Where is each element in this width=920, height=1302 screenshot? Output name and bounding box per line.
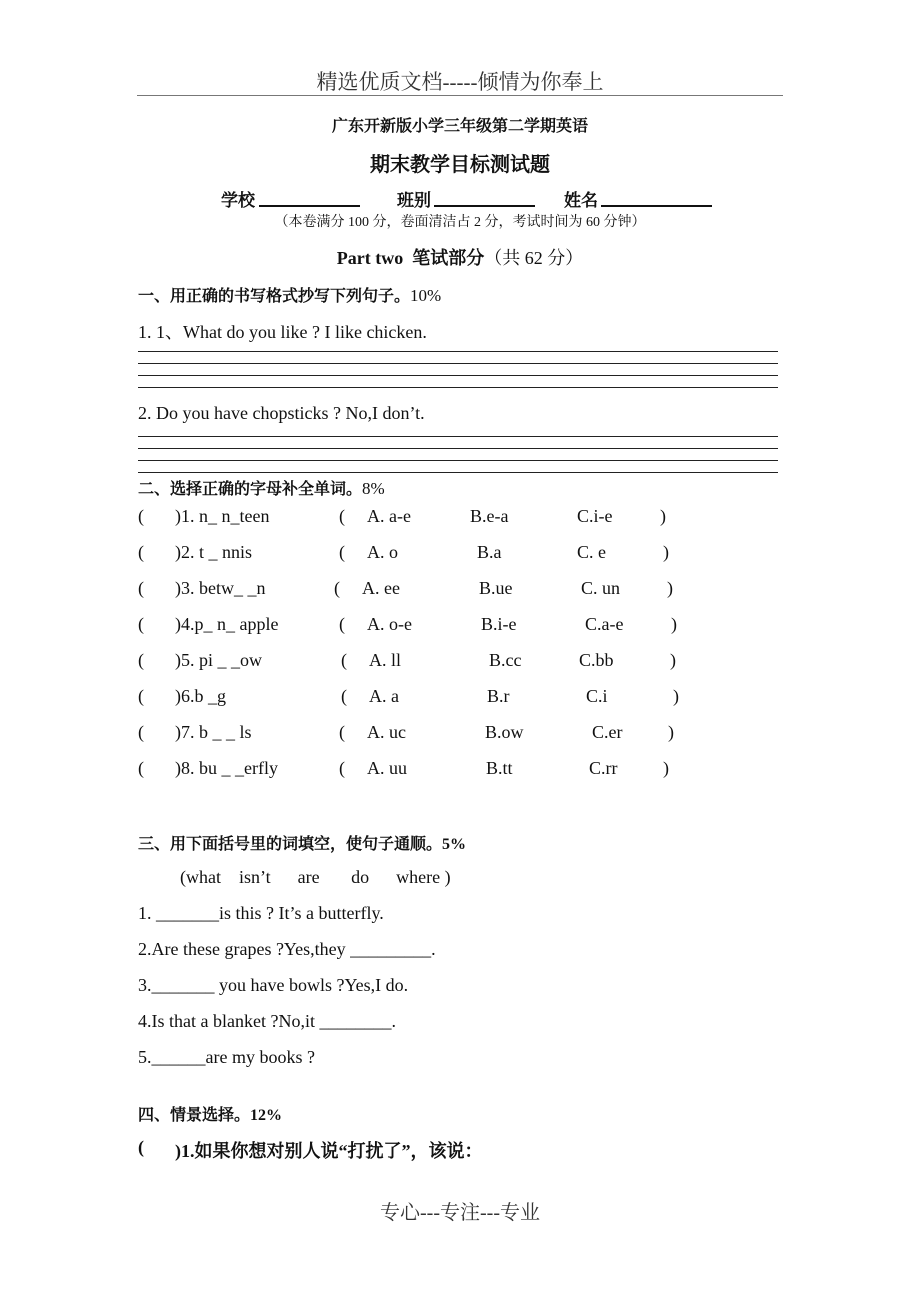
answer-paren[interactable]: ( [138,506,144,526]
option-b: B.cc [489,650,522,670]
option-open: ( [341,686,347,706]
exam-title-line1: 广东开新版小学三年级第二学期英语 [331,118,588,135]
option-c: C.rr [589,758,618,778]
question-text: )3. betw_ _n [175,578,266,598]
section1-title-text: 一、用正确的书写格式抄写下列句子。 [138,288,411,305]
question-text: )2. t _ nnis [175,542,253,562]
answer-paren[interactable]: ( [138,686,144,706]
class-label: 班别 [397,191,431,210]
option-close: ) [667,578,673,598]
class-blank [434,205,535,207]
option-b: B.r [487,686,510,706]
answer-paren[interactable]: ( [138,1137,144,1157]
option-a: A. a [369,686,399,706]
fill-item-3: 3._______ you have bowls ?Yes,I do. [138,975,409,995]
option-c: C.i-e [577,506,613,526]
option-b: B.ue [479,578,513,598]
option-open: ( [339,506,345,526]
section1-item-1: 1. 1、What do you like ? I like chicken. [138,322,427,342]
part-bold: Part two 笔试部分 [336,248,485,268]
option-a: A. o-e [367,614,412,634]
writing-line [138,351,778,352]
option-c: C.a-e [585,614,624,634]
question-text: )8. bu _ _erfly [175,758,278,778]
answer-paren[interactable]: ( [138,542,144,562]
option-open: ( [339,614,345,634]
writing-line [138,448,778,449]
option-c: C.er [592,722,623,742]
option-a: A. o [367,542,398,562]
option-close: ) [673,686,679,706]
option-c: C. e [577,542,606,562]
option-b: B.tt [486,758,513,778]
option-b: B.e-a [470,506,509,526]
header-divider [137,95,783,96]
name-blank [601,205,712,207]
fill-item-2: 2.Are these grapes ?Yes,they _________. [138,939,436,959]
section3-title-text: 三、用下面括号里的词填空，使句子通顺。 [138,836,443,853]
fill-item-1: 1. _______is this ? It’s a butterfly. [138,903,384,923]
section3-pct: 5% [442,836,467,853]
writing-line [138,472,778,473]
option-a: A. uu [367,758,407,778]
option-b: B.i-e [481,614,517,634]
answer-paren[interactable]: ( [138,758,144,778]
section2-title [138,476,385,499]
option-open: ( [339,758,345,778]
question-text: )5. pi _ _ow [175,650,262,670]
option-open: ( [339,542,345,562]
section2-pct: 8% [362,479,385,498]
school-blank [259,205,360,207]
question-text: )1. n_ n_teen [175,506,270,526]
exam-title-line2: 期末教学目标测试题 [370,154,550,176]
option-close: ) [668,722,674,742]
option-open: ( [341,650,347,670]
exam-note: （本卷满分 100 分，卷面清洁占 2 分，考试时间为 60 分钟） [274,215,646,230]
page-header: 精选优质文档-----倾情为你奉上 [316,70,604,94]
writing-line [138,387,778,388]
option-close: ) [671,614,677,634]
section4-title [138,1102,282,1125]
answer-paren[interactable]: ( [138,614,144,634]
school-label: 学校 [221,191,255,210]
section2-title-text: 二、选择正确的字母补全单词。 [138,481,363,498]
option-c: C.bb [579,650,614,670]
writing-line [138,460,778,461]
answer-paren[interactable]: ( [138,722,144,742]
option-close: ) [670,650,676,670]
option-open: ( [334,578,340,598]
fill-item-5: 5.______are my books ? [138,1047,315,1067]
option-a: A. ll [369,650,402,670]
writing-line [138,436,778,437]
writing-line [138,375,778,376]
section1-item-2: 2. Do you have chopsticks ? No,I don’t. [138,403,425,423]
situation-question: )1.如果你想对别人说“打扰了”，该说： [175,1141,483,1161]
option-close: ) [663,542,669,562]
page-footer: 专心---专注---专业 [380,1202,540,1224]
section1-title [138,283,441,306]
option-open: ( [339,722,345,742]
option-c: C.i [586,686,608,706]
writing-line [138,363,778,364]
question-text: )6.b _g [175,686,226,706]
question-text: )4.p_ n_ apple [175,614,279,634]
option-b: B.ow [485,722,524,742]
option-a: A. ee [362,578,400,598]
word-bank: (what isn’t are do where ) [180,867,451,887]
section4-pct: 12% [250,1107,283,1124]
option-c: C. un [581,578,621,598]
option-a: A. a-e [367,506,411,526]
answer-paren[interactable]: ( [138,578,144,598]
option-close: ) [663,758,669,778]
answer-paren[interactable]: ( [138,650,144,670]
fill-item-4: 4.Is that a blanket ?No,it ________. [138,1011,396,1031]
section1-pct: 10% [410,286,442,305]
option-a: A. uc [367,722,406,742]
name-label: 姓名 [564,191,598,210]
part-rest: （共 62 分） [484,248,584,268]
section3-title [138,831,466,854]
section4-title-text: 四、情景选择。 [138,1107,251,1124]
part-heading [0,244,920,270]
question-text: )7. b _ _ ls [175,722,252,742]
option-close: ) [660,506,666,526]
option-b: B.a [477,542,502,562]
